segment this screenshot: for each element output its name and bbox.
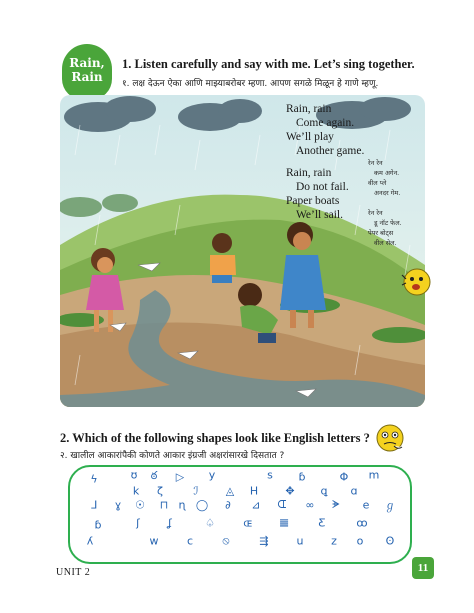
shape-symbol: ɓ [298, 470, 306, 484]
poem-line: रेन रेन [368, 209, 383, 217]
shape-symbol: y [208, 468, 216, 482]
poem-english [286, 102, 364, 222]
question-1-marathi: १. लक्ष देऊन ऐका आणि माझ्याबरोबर म्हणा. आपण सगळे मिळून हे गाणे म्हणू. [122, 79, 379, 89]
shape-symbol: H [249, 484, 259, 498]
shape-symbol: ζ [157, 484, 163, 498]
shape-symbol: ʊ [130, 468, 138, 482]
shape-symbol: ♤ [205, 516, 215, 530]
shape-symbol: ʆ [168, 516, 172, 530]
shape-symbol: c [186, 534, 194, 548]
poem-line: Rain, rain [286, 103, 332, 115]
shape-symbol: s [267, 468, 273, 482]
shape-symbol: ᒧ [90, 498, 98, 512]
question-2-english: 2. Which of the following shapes look like English letters ? [60, 431, 370, 445]
shape-symbol: ℐ [193, 484, 199, 498]
smiley-listening-icon [400, 265, 434, 299]
shape-symbol: ɓ [94, 518, 102, 532]
page-number: 11 [412, 557, 434, 579]
shape-symbol: u [296, 534, 304, 548]
shape-symbol: ꝗ [320, 484, 328, 498]
poem-line: रेन रेन [368, 159, 383, 167]
poem-line: कम अगेन. [374, 169, 400, 177]
shape-symbol: ∞ [305, 498, 315, 512]
shape-symbol: ʃ [136, 516, 140, 530]
shape-symbol: ∂ [225, 498, 231, 512]
shape-symbol: ʘ [385, 534, 395, 548]
shape-symbol: ⇶ [259, 534, 269, 548]
shape-symbol: ɑ [350, 484, 358, 498]
rain-illustration [60, 95, 425, 407]
shape-symbol: ⊿ [251, 498, 261, 512]
poem-line: वील सेल. [374, 239, 397, 247]
shape-symbol: ☉ [135, 498, 145, 512]
poem-line: We’ll play [286, 131, 334, 143]
shape-symbol: 𝌆 [279, 516, 289, 530]
letter-shapes-box [68, 465, 412, 564]
shape-symbol: ▷ [175, 470, 185, 484]
shape-symbol: e [362, 498, 370, 512]
shape-symbol: ✥ [285, 484, 295, 498]
poem-line: अनदर गेम. [374, 189, 401, 197]
question-1-english: 1. Listen carefully and say with me. Let’s sing together. [122, 57, 415, 71]
shape-symbol: o [356, 534, 364, 548]
poem-line: डू नॉट फेल. [374, 219, 402, 227]
shape-symbol: ɳ [178, 498, 186, 512]
shape-symbol: ʎ [86, 534, 94, 548]
shape-symbol: ᗘ [332, 498, 340, 511]
poem-marathi [368, 158, 402, 248]
lesson-title-badge [62, 44, 112, 100]
shape-symbol: ◯ [195, 498, 209, 512]
shape-symbol: Φ [339, 470, 349, 484]
shape-symbol: ⊓ [159, 498, 169, 512]
shape-symbol: z [331, 534, 337, 548]
unit-label: UNIT 2 [56, 567, 91, 578]
poem-line: Paper boats [286, 195, 340, 207]
lesson-title-line2: Rain [71, 70, 103, 84]
shape-symbol: k [132, 484, 140, 498]
poem-line: We’ll sail. [296, 209, 343, 221]
shape-symbol: ϟ [90, 472, 98, 486]
shape-symbol: ɶ [243, 516, 253, 530]
question-2-marathi: २. खालील आकारांपैकी कोणते आकार इंग्रजी अक्षरांसारखे दिसतात ? [60, 451, 285, 461]
shape-symbol: ℊ [384, 499, 396, 512]
poem-line: वील प्ले [368, 179, 387, 187]
shape-symbol: ఠ [150, 469, 158, 482]
shape-symbol: Ƹ [318, 516, 326, 530]
shape-symbol: ꝏ [356, 516, 368, 530]
thinking-face-icon [372, 420, 408, 456]
shape-symbol: ⦸ [222, 534, 230, 547]
poem-line: पेपर बोट्स [368, 229, 394, 237]
poem-line: Rain, rain [286, 167, 332, 179]
lesson-title-line1: Rain, [69, 56, 105, 70]
shape-symbol: ◬ [225, 484, 235, 498]
poem-line: Another game. [296, 145, 365, 157]
poem-line: Come again. [296, 117, 355, 129]
shape-symbol: w [149, 534, 159, 548]
shape-symbol: ᗭ [277, 498, 287, 511]
poem-line: Do not fail. [296, 181, 349, 193]
shape-symbol: ɣ [114, 498, 122, 512]
shape-symbol: m [368, 468, 380, 482]
